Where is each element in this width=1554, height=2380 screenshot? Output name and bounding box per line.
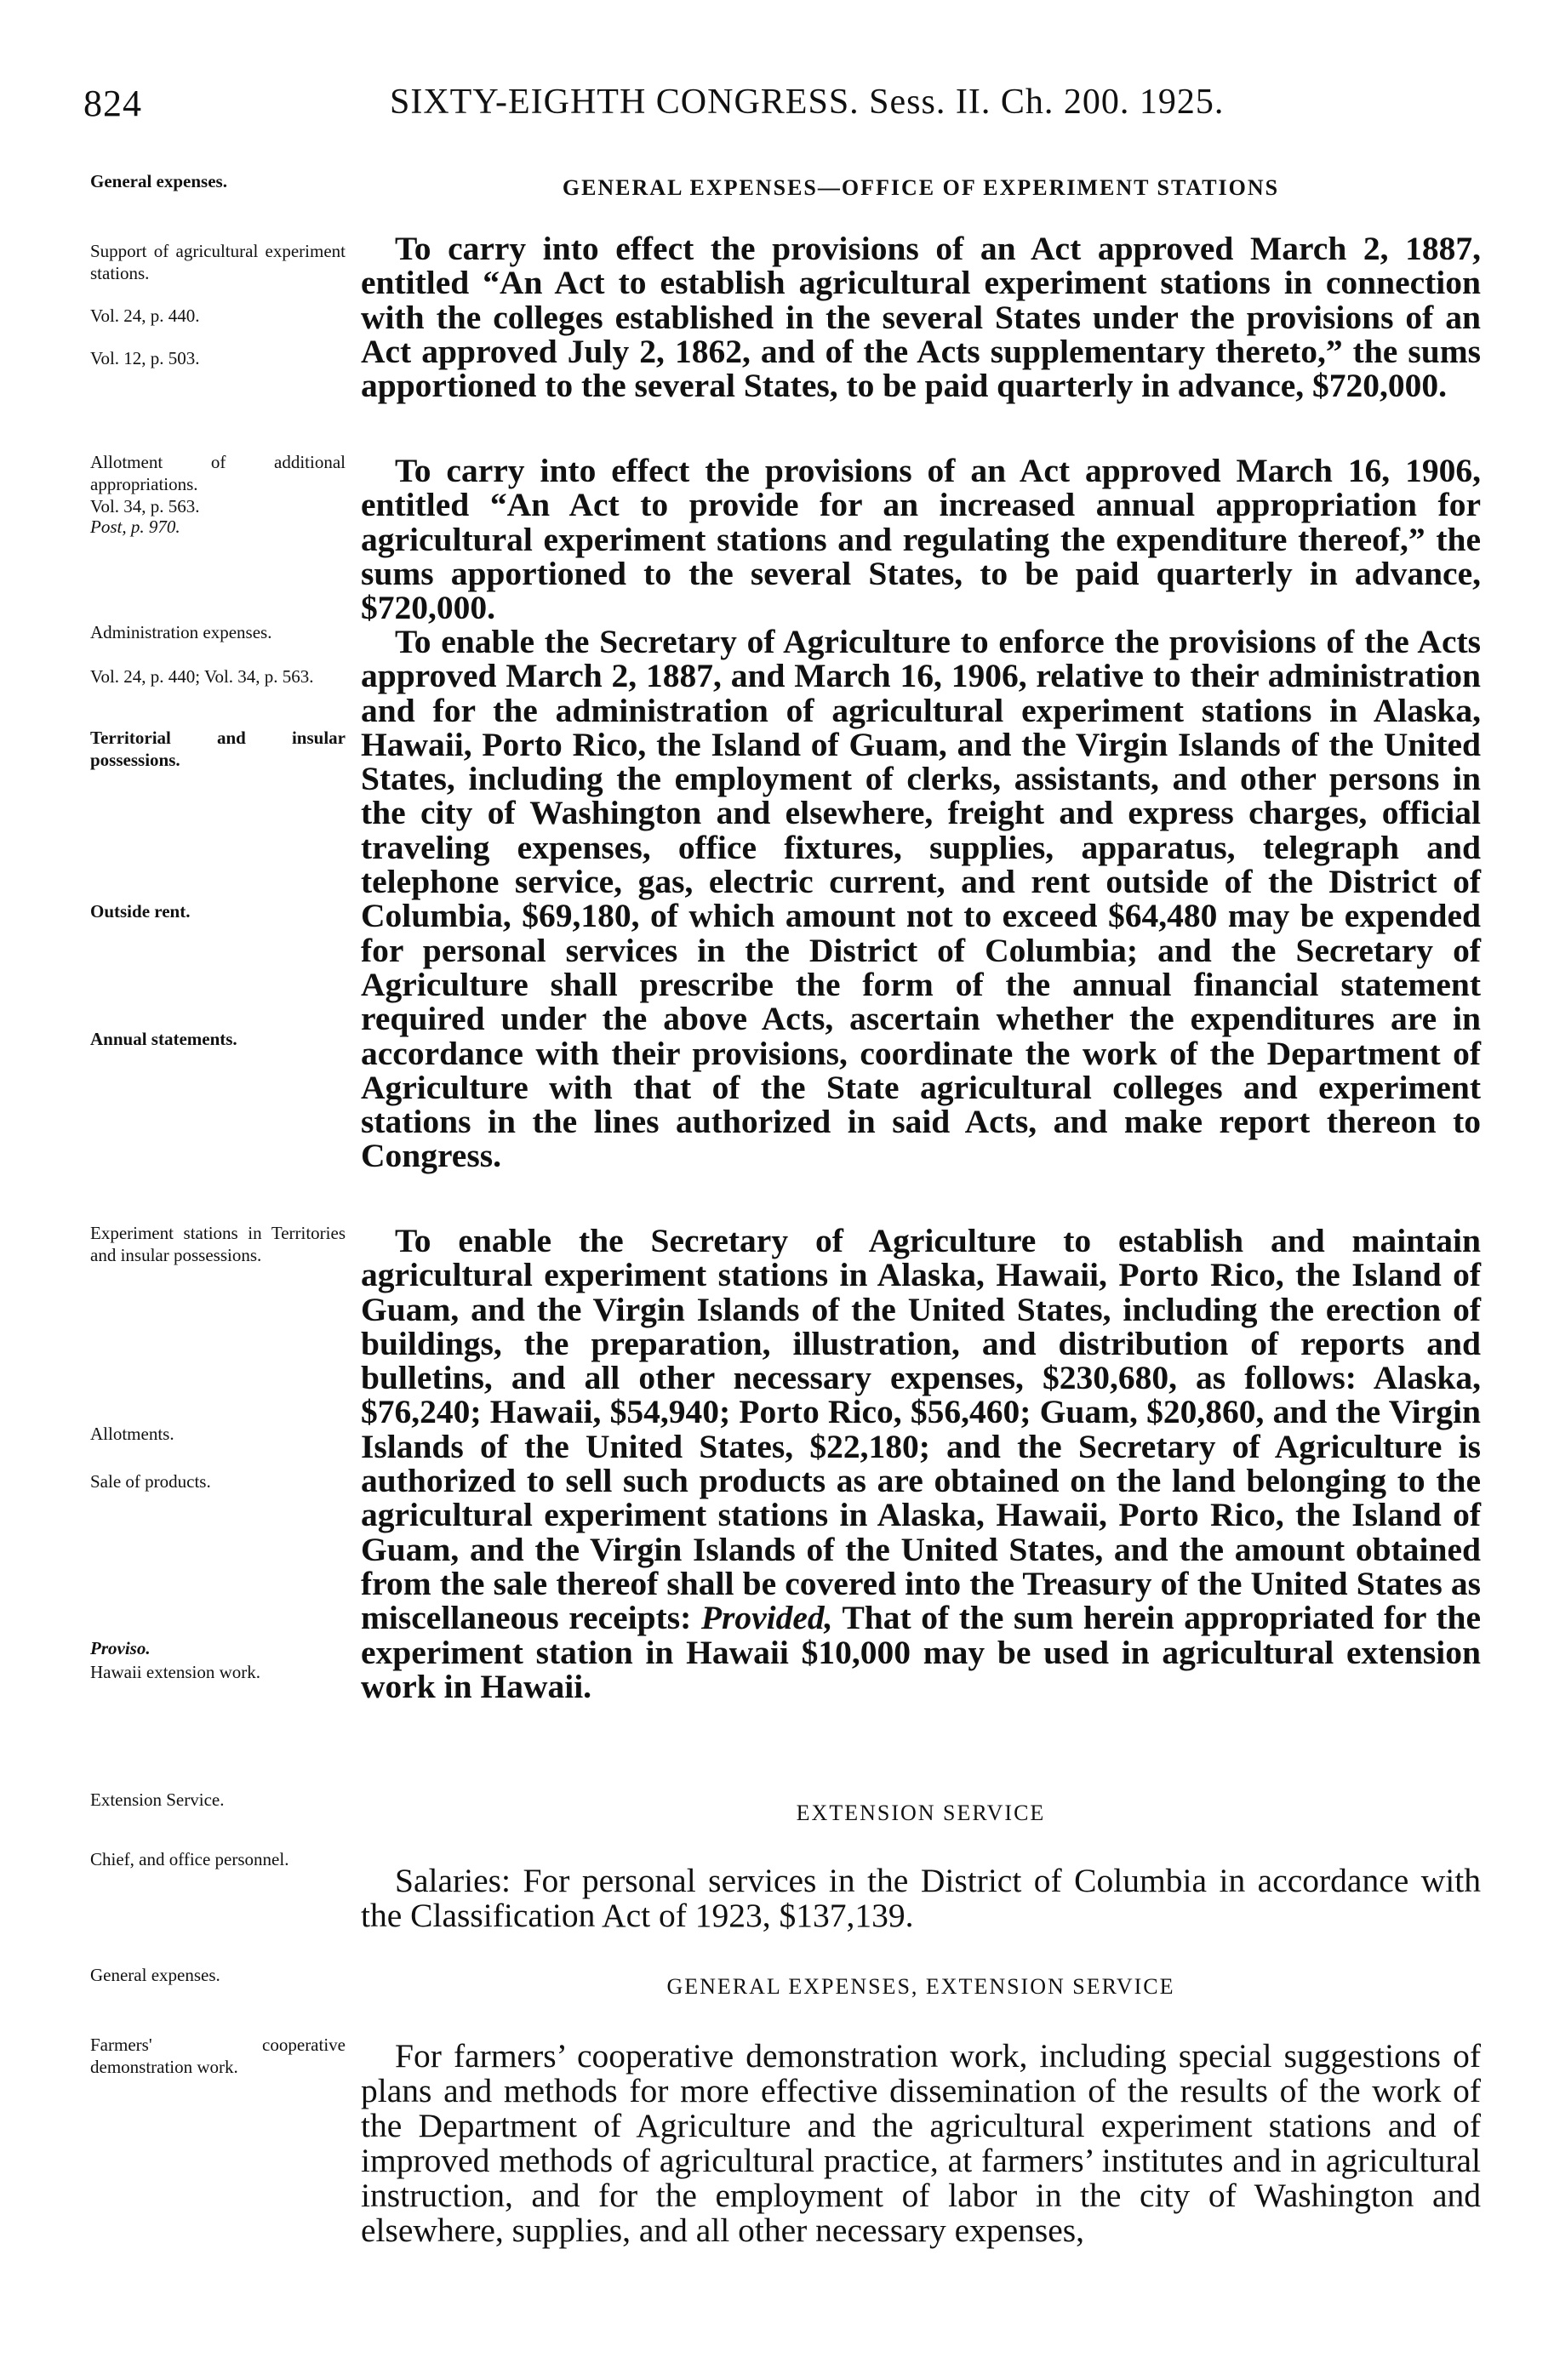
running-head: [83, 82, 1471, 133]
margin-note-territorial: Territorial and insular possessions.: [90, 728, 346, 770]
margin-note-citation: Vol. 34, p. 563.: [90, 496, 200, 517]
statute-paragraph: Salaries: For personal services in the District of Columbia in accordance with the Classification Act of 1923, $137,139.: [361, 1862, 1481, 1934]
statute-paragraph: For farmers’ cooperative demonstration work, including special suggestions of plans and methods for more effective dissemination of the results of the work of the Department of Agriculture and the agricultural experiment stations and of improved methods of agricultural practice, at farmers’ institutes and in agricultural instruction, and for the employment of labor in the city of Washington and elsewhere, supplies, and all other necessary expenses,: [361, 2037, 1481, 2249]
margin-note-proviso: Proviso.: [90, 1638, 151, 1658]
margin-note-outside-rent: Outside rent.: [90, 901, 191, 922]
margin-note-citation: Post, p. 970.: [90, 517, 180, 537]
margin-note-support-stations: Support of agricultural experiment stations.: [90, 241, 346, 283]
margin-note-extension-service: Extension Service.: [90, 1789, 225, 1810]
statute-paragraph: To carry into effect the provisions of an Act approved March 2, 1887, entitled “An Act to establish agricultural experiment stations in connection with the colleges established in the several States under the provisions of an Act approved July 2, 1862, and of the Acts supplementary thereto,” the sums apportioned to the several States, to be paid quarterly in advance, $720,000.: [361, 230, 1481, 405]
margin-note-sale-of-products: Sale of products.: [90, 1471, 211, 1492]
margin-note-allotment: Allotment of additional appropriations.: [90, 452, 346, 494]
page-number: 824: [83, 83, 142, 124]
margin-note-general-expenses: General expenses.: [90, 171, 227, 191]
margin-note-citation: Vol. 24, p. 440.: [90, 305, 200, 326]
section-heading: GENERAL EXPENSES—OFFICE OF EXPERIMENT STATIONS: [562, 175, 1280, 200]
statute-paragraph: To carry into effect the provisions of an Act approved March 16, 1906, entitled “An Act to provide for an increased annual appropriation for agricultural experiment stations and regulating the expenditure thereof,” the sums apportioned to the several States, to be paid quarterly in advance, $720,000.: [361, 452, 1481, 627]
running-head-title: SIXTY-EIGHTH CONGRESS. Sess. II. Ch. 200. 1925.: [390, 83, 1225, 122]
margin-note-citation: Vol. 12, p. 503.: [90, 348, 200, 368]
provided-term: Provided,: [700, 1599, 833, 1637]
margin-note-allotments: Allotments.: [90, 1424, 174, 1444]
margin-note-chief-personnel: Chief, and office personnel.: [90, 1849, 289, 1869]
margin-note-citation: Vol. 24, p. 440; Vol. 34, p. 563.: [90, 666, 314, 687]
statute-paragraph: To enable the Secretary of Agriculture to enforce the provisions of the Acts approved March 2, 1887, and March 16, 1906, relative to their administration and for the administration of agricultural experiment stations in Alaska, Hawaii, Porto Rico, the Island of Guam, and the Virgin Islands of the United States, including the employment of clerks, assistants, and other persons in the city of Washington and elsewhere, freight and express charges, official traveling expenses, office fixtures, supplies, apparatus, telegraph and telephone service, gas, electric current, and rent outside of the District of Columbia, $69,180, of which amount not to exceed $64,480 may be expended for personal services in the District of Columbia; and the Secretary of Agriculture shall prescribe the form of the annual financial statement required under the above Acts, ascertain whether the expenditures are in accordance with their provisions, coordinate the work of the Department of Agriculture with that of the State agricultural colleges and experiment stations in the lines authorized in said Acts, and make report thereon to Congress.: [361, 623, 1481, 1175]
paragraph-text: To enable the Secretary of Agriculture to establish and maintain agricultural experiment stations in Alaska, Hawaii, Porto Rico, the Island of Guam, and the Virgin Islands of the United States, including the erection of buildings, the preparation, illustration, and distribution of reports and bulletins, and all other necessary expenses, $230,680, as follows: Alaska, $76,240; Hawaii, $54,940; Porto Rico, $56,460; Guam, $20,860, and the Virgin Islands of the United States, $22,180; and the Secretary of Agriculture is authorized to sell such products as are obtained on the land belonging to the agricultural experiment stations in Alaska, Hawaii, Porto Rico, the Island of Guam, and the Virgin Islands of the United States, and the amount obtained from the sale thereof shall be covered into the Treasury of the United States as miscellaneous receipts:: [361, 1222, 1481, 1637]
margin-note-farmers-demonstration: Farmers' cooperative demonstration work.: [90, 2035, 346, 2077]
margin-note-hawaii-extension: Hawaii extension work.: [90, 1662, 261, 1682]
margin-note-annual-statements: Annual statements.: [90, 1029, 237, 1049]
margin-note-general-expenses: General expenses.: [90, 1965, 220, 1985]
section-heading: EXTENSION SERVICE: [796, 1801, 1046, 1825]
section-heading: GENERAL EXPENSES, EXTENSION SERVICE: [666, 1974, 1175, 1999]
margin-note-experiment-stations: Experiment stations in Territories and insular possessions.: [90, 1223, 346, 1265]
margin-note-administration: Administration expenses.: [90, 622, 272, 642]
statute-paragraph: [361, 1224, 1481, 1704]
paragraph-text: That of the sum herein appropriated for the experiment station in Hawaii $10,000 may be used in agricultural extension work in Hawaii.: [361, 1599, 1482, 1705]
